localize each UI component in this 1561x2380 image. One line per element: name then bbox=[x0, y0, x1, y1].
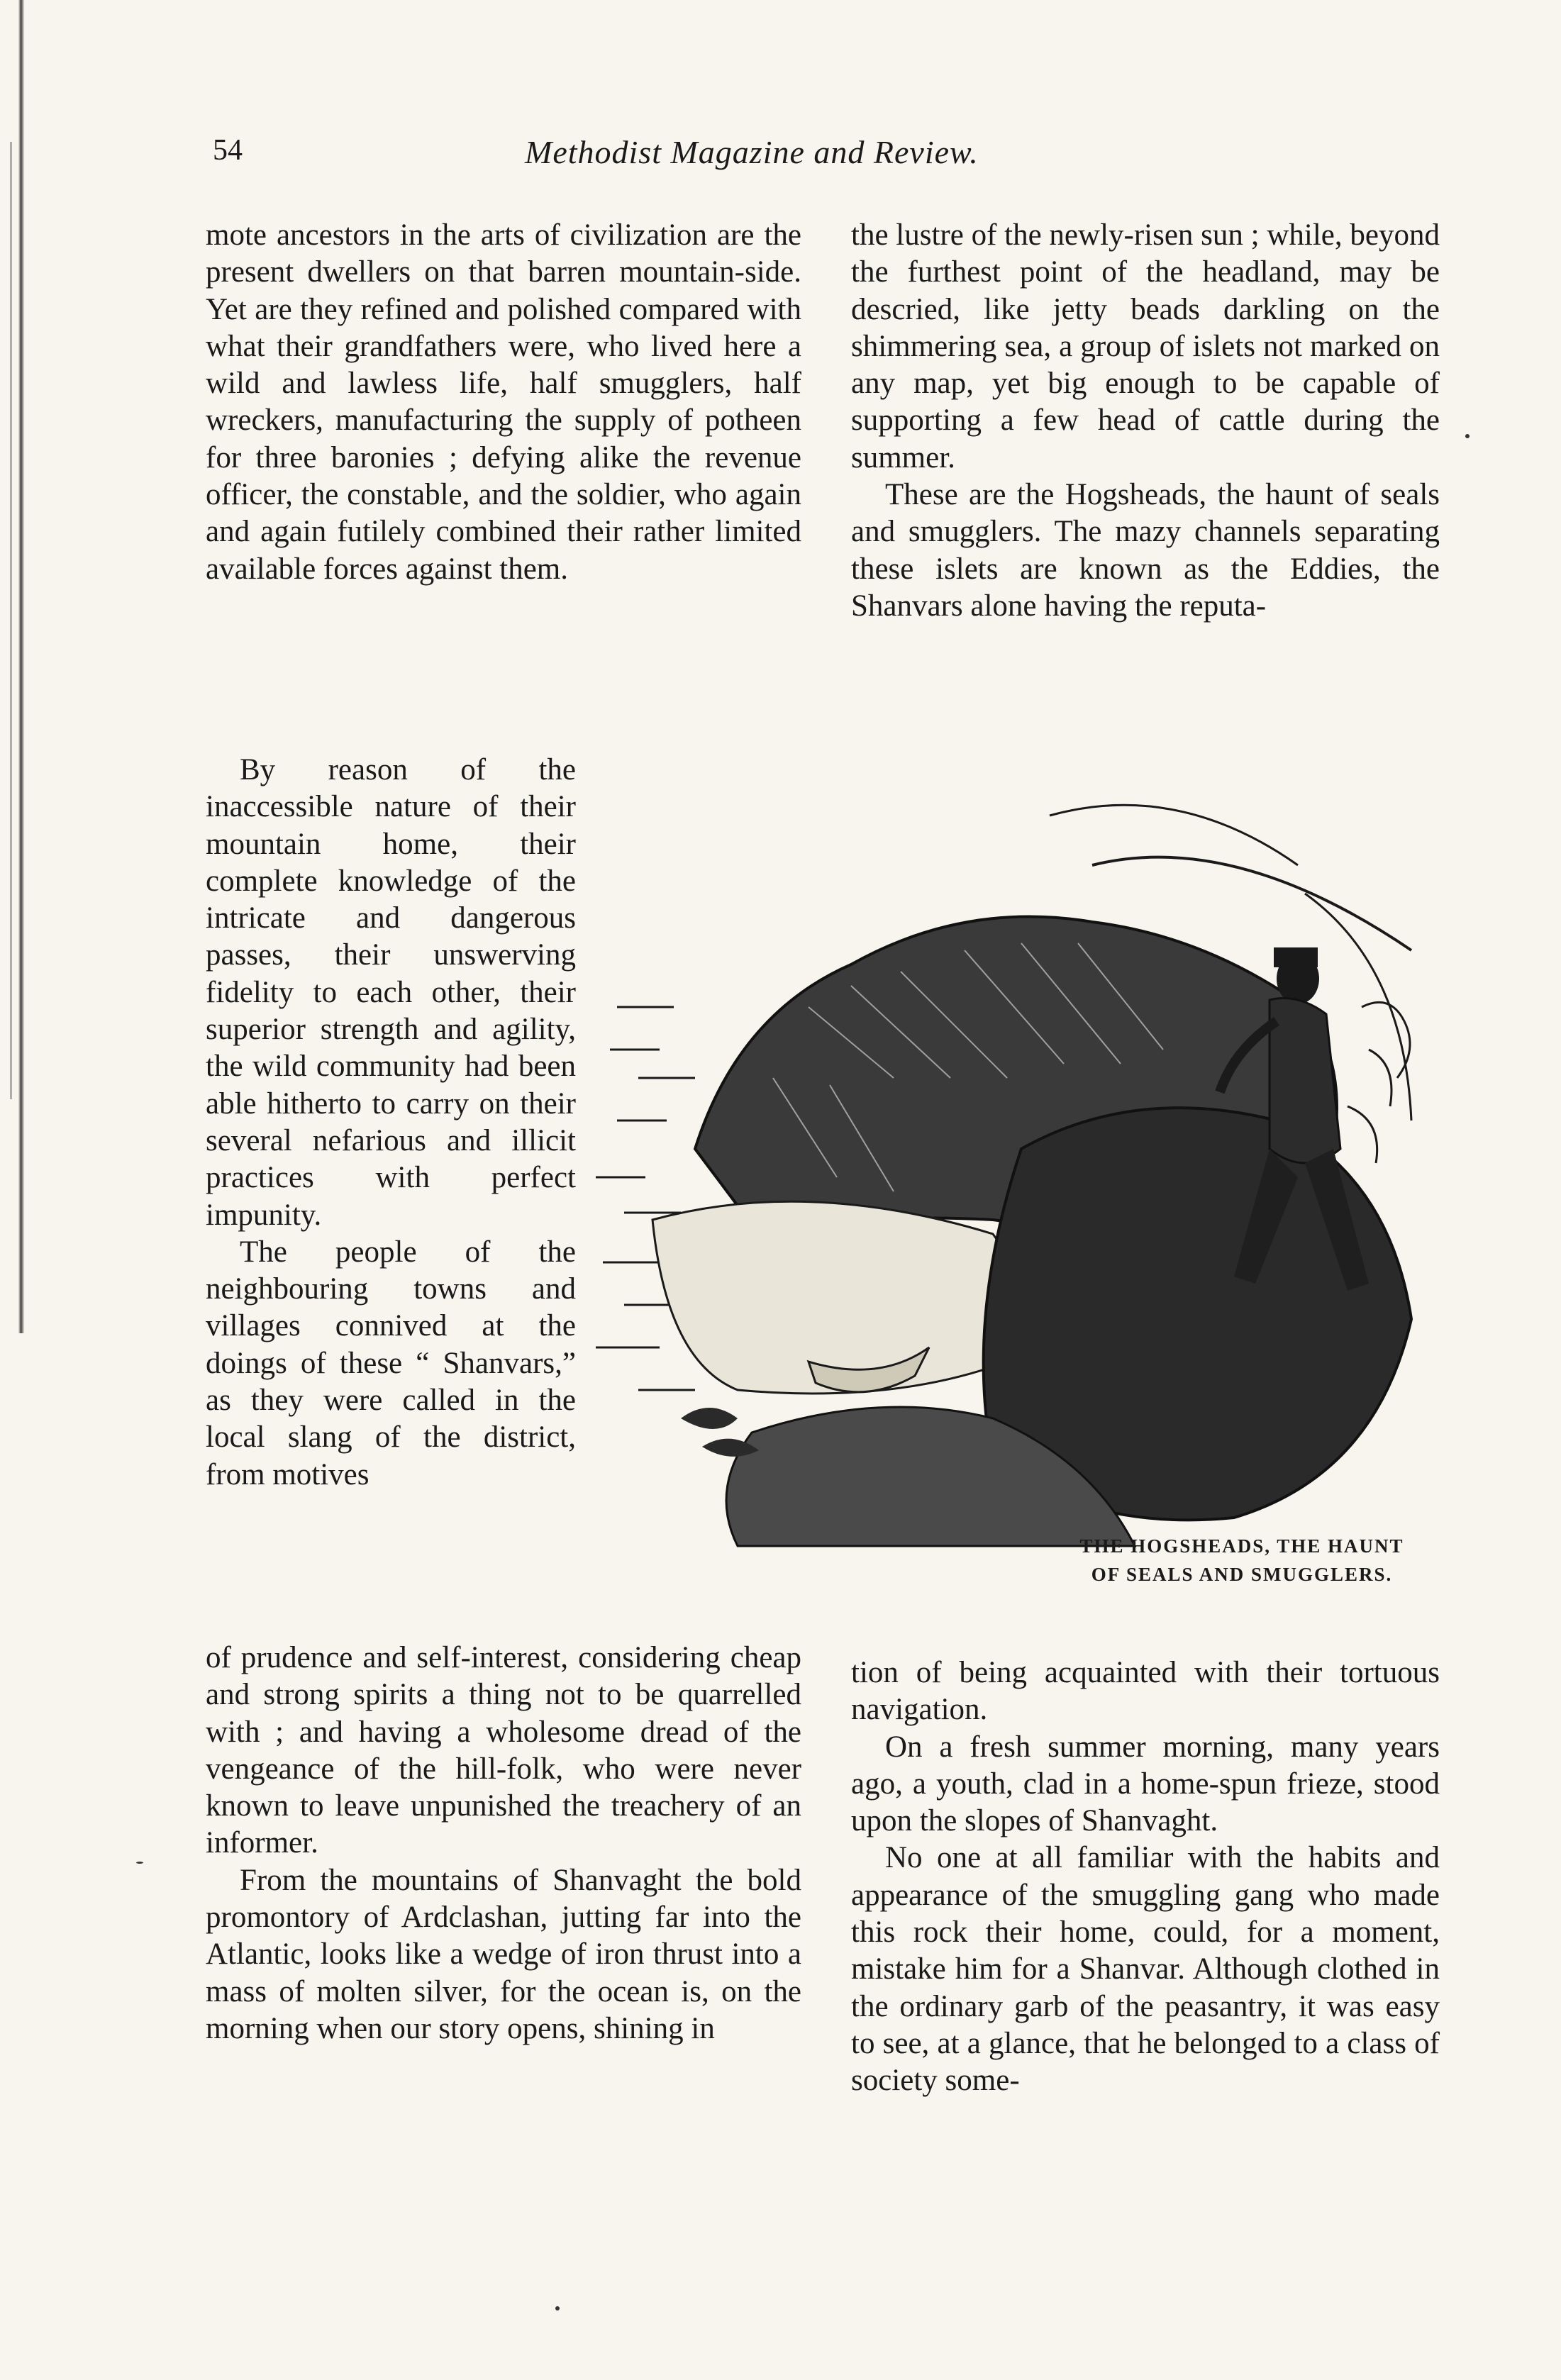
caption-line-2: OF SEALS AND SMUGGLERS. bbox=[1091, 1564, 1393, 1585]
right-column-top bbox=[851, 217, 1440, 625]
foliage bbox=[1348, 1002, 1410, 1163]
page-header bbox=[213, 133, 1164, 184]
paragraph: mote ancestors in the arts of civilization are the present dwellers on that barren mountain-side. Yet are they refined and polished compared with what their grandfathers were, who lived here a wild and lawless life, half smugglers, half wreckers, manufacturing the supply of potheen for three baronies ; defying alike the revenue officer, the constable, and the soldier, who again and again futilely combined their rather limited available forces against them. bbox=[206, 218, 801, 586]
paragraph: From the mountains of Shanvaght the bold promontory of Ardclashan, jutting far into the Atlantic, looks like a wedge of iron thrust into a mass of molten silver, for the ocean is, on the morning when our story opens, shining in bbox=[206, 1863, 801, 2045]
paragraph: By reason of the inaccessible nature of their mountain home, their complete knowledge of the intricate and dangerous passes, their unswerving fidelity to each other, their superior strength and agility, the wild community had been able hitherto to carry on their several nefarious and illicit practices with perfect impunity. bbox=[206, 753, 576, 1232]
hogsheads-engraving bbox=[596, 780, 1468, 1610]
paragraph: On a fresh summer morning, many years ago, a youth, clad in a home-spun frieze, stood upon the slopes of Shanvaght. bbox=[851, 1730, 1440, 1838]
binding-edge bbox=[18, 0, 24, 1333]
page-speck bbox=[555, 2306, 560, 2311]
right-column-bottom bbox=[851, 1655, 1440, 2100]
running-title: Methodist Magazine and Review. bbox=[525, 134, 979, 170]
page-speck bbox=[136, 1862, 143, 1864]
paragraph: the lustre of the newly-risen sun ; while, beyond the furthest point of the headland, may be descried, like jetty beads darkling on the shimmering sea, a group of islets not marked on any map, yet big enough to be capable of supporting a few head of cattle during the summer. bbox=[851, 218, 1440, 474]
figure-caption bbox=[1033, 1532, 1451, 1589]
left-column-top bbox=[206, 217, 801, 588]
shore bbox=[652, 1201, 1018, 1394]
seals bbox=[681, 1408, 738, 1429]
page-speck bbox=[1465, 434, 1470, 438]
page-number: 54 bbox=[213, 134, 243, 167]
paragraph: The people of the neighbouring towns and villages connived at the doings of these “ Shanvars,” as they were called in the local slang of the district, from motives bbox=[206, 1235, 576, 1491]
binding-shadow bbox=[10, 142, 12, 1099]
paragraph: These are the Hogsheads, the haunt of seals and smugglers. The mazy channels separating these islets are known as the Eddies, the Shanvars alone having the reputa- bbox=[851, 478, 1440, 623]
caption-line-1: THE HOGSHEADS, THE HAUNT bbox=[1079, 1535, 1404, 1557]
paragraph: tion of being acquainted with their tortuous navigation. bbox=[851, 1656, 1440, 1727]
paragraph: No one at all familiar with the habits and appearance of the smuggling gang who made this rock their home, could, for a moment, mistake him for a Shanvar. Although clothed in the ordinary garb of the peasantry, it was easy to see, at a glance, that he belonged to a class of society some- bbox=[851, 1841, 1440, 2098]
left-column-bottom bbox=[206, 1640, 801, 2047]
left-column-wrap bbox=[206, 752, 576, 1494]
paragraph: of prudence and self-interest, considering cheap and strong spirits a thing not to be quarrelled with ; and having a wholesome dread of the vengeance of the hill-folk, who were never known to leave unpunished the treachery of an informer. bbox=[206, 1641, 801, 1860]
